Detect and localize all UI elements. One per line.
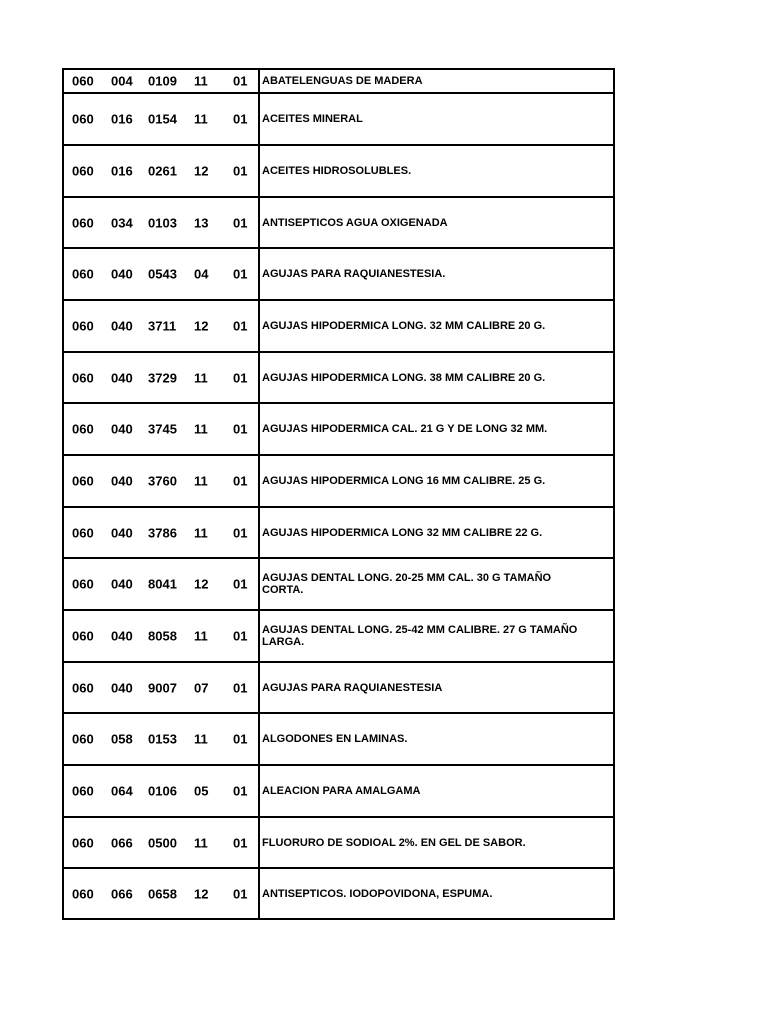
code-cell: 040 [111, 266, 133, 282]
table-row [64, 712, 613, 764]
code-cell: 01 [233, 266, 248, 282]
table-row [64, 867, 613, 918]
code-cell: 01 [233, 835, 248, 850]
description-cell: ACEITES MINERAL [262, 113, 363, 125]
code-cell: 13 [194, 215, 209, 230]
code-cell: 11 [194, 73, 208, 89]
table-row [64, 70, 613, 92]
description-cell: FLUORURO DE SODIOAL 2%. EN GEL DE SABOR. [262, 836, 526, 849]
code-cell: 0154 [148, 111, 177, 127]
code-cell: 060 [72, 835, 94, 850]
code-cell: 8058 [148, 628, 177, 644]
description-cell: ANTISEPTICOS. IODOPOVIDONA, ESPUMA. [262, 887, 493, 900]
description-cell: ACEITES HIDROSOLUBLES. [262, 165, 412, 177]
code-cell: 060 [72, 318, 94, 334]
code-cells [64, 456, 260, 506]
description-cell: AGUJAS HIPODERMICA LONG 32 MM CALIBRE 22 G. [262, 526, 543, 539]
code-cell: 01 [233, 886, 248, 901]
code-cell: 0261 [148, 163, 177, 179]
description-cell: ANTISEPTICOS AGUA OXIGENADA [262, 216, 448, 229]
code-cells [64, 818, 260, 867]
code-cell: 0543 [148, 266, 177, 282]
code-cells [64, 198, 260, 247]
description-cell: AGUJAS DENTAL LONG. 20-25 MM CAL. 30 G TAMAÑO CORTA. [262, 572, 552, 596]
code-cell: 040 [111, 473, 133, 489]
code-cell: 016 [111, 111, 133, 127]
code-cell: 016 [111, 163, 133, 179]
code-cell: 0103 [148, 215, 177, 230]
code-cell: 060 [72, 266, 94, 282]
code-cell: 01 [233, 163, 248, 179]
code-cell: 01 [233, 111, 248, 127]
code-cell: 11 [194, 835, 208, 850]
code-cell: 3786 [148, 525, 177, 540]
code-cells [64, 663, 260, 712]
code-cell: 066 [111, 886, 133, 901]
table-row [64, 402, 613, 454]
code-cells [64, 70, 260, 92]
code-cell: 11 [194, 525, 208, 540]
code-cells [64, 559, 260, 609]
code-cell: 01 [233, 73, 248, 89]
code-cell: 3745 [148, 421, 177, 437]
table-row [64, 764, 613, 816]
code-cell: 058 [111, 731, 133, 747]
code-cell: 01 [233, 473, 248, 489]
table-row [64, 454, 613, 506]
code-cell: 0106 [148, 783, 177, 799]
code-cell: 12 [194, 163, 209, 179]
code-cells [64, 766, 260, 816]
code-cells [64, 714, 260, 764]
code-cell: 040 [111, 318, 133, 334]
code-cells [64, 404, 260, 454]
description-cell: AGUJAS PARA RAQUIANESTESIA. [262, 268, 446, 280]
code-cells [64, 94, 260, 144]
code-cell: 11 [194, 731, 208, 747]
code-cell: 064 [111, 783, 133, 799]
table-row [64, 557, 613, 609]
code-cell: 060 [72, 111, 94, 127]
code-cell: 034 [111, 215, 133, 230]
code-cell: 9007 [148, 680, 177, 695]
code-cell: 060 [72, 576, 94, 592]
code-cell: 0500 [148, 835, 177, 850]
code-cell: 0153 [148, 731, 177, 747]
table-row [64, 144, 613, 196]
code-cell: 01 [233, 525, 248, 540]
table-row [64, 816, 613, 867]
code-cell: 060 [72, 525, 94, 540]
description-cell: ALGODONES EN LAMINAS. [262, 733, 408, 745]
code-cell: 060 [72, 421, 94, 437]
code-cell: 12 [194, 318, 209, 334]
code-cell: 01 [233, 215, 248, 230]
code-cells [64, 353, 260, 402]
code-cell: 11 [194, 370, 208, 385]
code-cell: 004 [111, 73, 133, 89]
description-cell: ALEACION PARA AMALGAMA [262, 785, 421, 797]
code-cells [64, 301, 260, 351]
table-row [64, 247, 613, 299]
code-cell: 04 [194, 266, 209, 282]
code-cell: 0658 [148, 886, 177, 901]
code-cell: 07 [194, 680, 209, 695]
code-cell: 01 [233, 421, 248, 437]
code-cells [64, 611, 260, 661]
code-cell: 040 [111, 680, 133, 695]
table-row [64, 92, 613, 144]
code-cell: 066 [111, 835, 133, 850]
description-cell: AGUJAS DENTAL LONG. 25-42 MM CALIBRE. 27 G TAMAÑO LARGA. [262, 624, 578, 648]
code-cell: 01 [233, 783, 248, 799]
code-cell: 040 [111, 370, 133, 385]
code-cells [64, 869, 260, 918]
table-row [64, 351, 613, 402]
code-cell: 060 [72, 731, 94, 747]
code-cell: 3711 [148, 318, 177, 334]
description-cell: AGUJAS HIPODERMICA LONG. 32 MM CALIBRE 20 G. [262, 320, 546, 332]
code-cell: 01 [233, 628, 248, 644]
code-cell: 060 [72, 73, 94, 89]
description-cell: AGUJAS HIPODERMICA LONG. 38 MM CALIBRE 20 G. [262, 371, 546, 384]
description-cell: ABATELENGUAS DE MADERA [262, 75, 423, 87]
code-cell: 01 [233, 680, 248, 695]
code-cell: 060 [72, 370, 94, 385]
code-cell: 0109 [148, 73, 177, 89]
description-cell: AGUJAS HIPODERMICA LONG 16 MM CALIBRE. 25 G. [262, 475, 546, 487]
code-cell: 01 [233, 318, 248, 334]
code-cell: 12 [194, 886, 209, 901]
supply-table [62, 68, 615, 920]
code-cell: 040 [111, 525, 133, 540]
code-cell: 060 [72, 473, 94, 489]
code-cell: 060 [72, 163, 94, 179]
table-row [64, 196, 613, 247]
table-row [64, 661, 613, 712]
code-cell: 060 [72, 680, 94, 695]
description-cell: AGUJAS PARA RAQUIANESTESIA [262, 681, 443, 694]
code-cell: 3729 [148, 370, 177, 385]
code-cell: 040 [111, 628, 133, 644]
code-cell: 060 [72, 215, 94, 230]
table-row [64, 299, 613, 351]
code-cell: 11 [194, 628, 208, 644]
code-cell: 11 [194, 111, 208, 127]
code-cell: 01 [233, 370, 248, 385]
code-cell: 3760 [148, 473, 177, 489]
code-cell: 11 [194, 421, 208, 437]
code-cell: 060 [72, 783, 94, 799]
code-cell: 060 [72, 628, 94, 644]
code-cell: 060 [72, 886, 94, 901]
code-cells [64, 249, 260, 299]
code-cell: 01 [233, 731, 248, 747]
code-cell: 040 [111, 576, 133, 592]
code-cell: 01 [233, 576, 248, 592]
code-cell: 11 [194, 473, 208, 489]
code-cells [64, 146, 260, 196]
table-row [64, 506, 613, 557]
code-cell: 8041 [148, 576, 177, 592]
code-cells [64, 508, 260, 557]
table-row [64, 609, 613, 661]
description-cell: AGUJAS HIPODERMICA CAL. 21 G Y DE LONG 32 MM. [262, 423, 548, 435]
code-cell: 05 [194, 783, 209, 799]
code-cell: 040 [111, 421, 133, 437]
code-cell: 12 [194, 576, 209, 592]
